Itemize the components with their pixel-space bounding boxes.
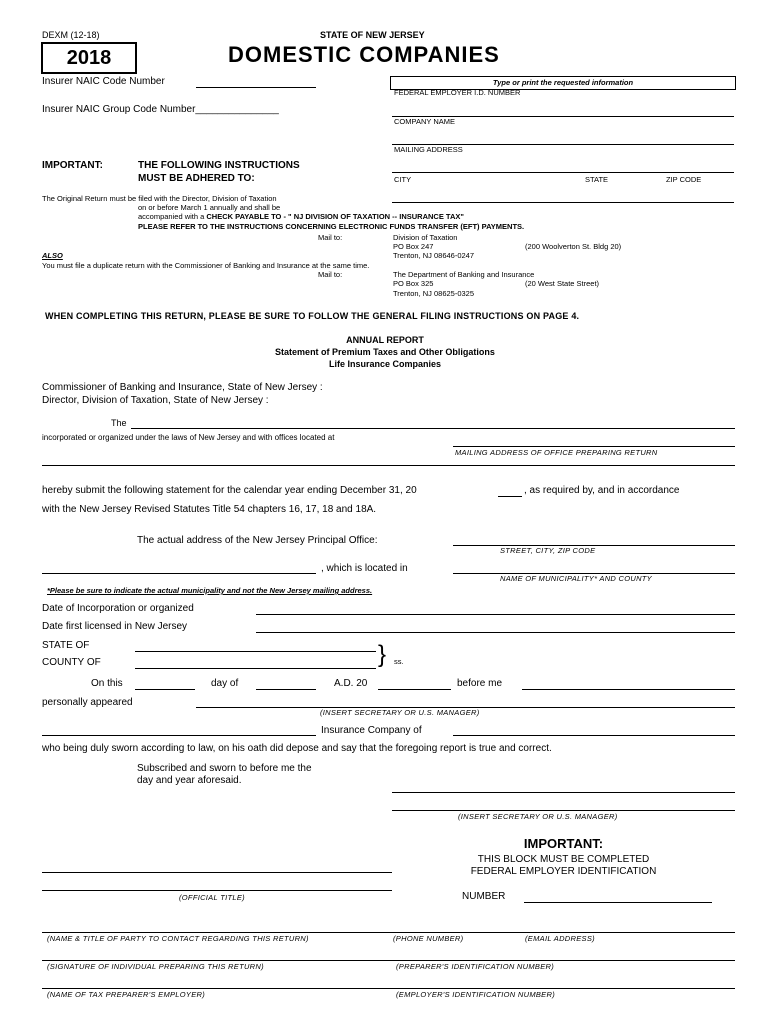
important-block-line2: FEDERAL EMPLOYER IDENTIFICATION	[470, 866, 657, 877]
report-title: ANNUAL REPORT	[346, 335, 424, 345]
zip-caption: ZIP CODE	[666, 175, 702, 184]
mail-to-label-2: Mail to:	[318, 270, 343, 279]
office-location-field[interactable]	[453, 446, 735, 447]
on-this-label: On this	[91, 678, 123, 689]
date-licensed-field[interactable]	[256, 632, 735, 633]
ad-year-field[interactable]	[378, 689, 451, 690]
date-licensed-label: Date first licensed in New Jersey	[42, 621, 188, 632]
sworn-statement: who being duly sworn according to law, on his oath did depose and say that the foregoing report is true and correct.	[42, 743, 552, 754]
important-line2: MUST BE ADHERED TO:	[138, 173, 255, 184]
insurance-company-of-field[interactable]	[453, 735, 735, 736]
preparer-employer-caption: (NAME OF TAX PREPARER'S EMPLOYER)	[47, 990, 206, 999]
instruction-line1: The Original Return must be filed with the Director, Division of Taxation	[42, 194, 277, 203]
submit-statement-tail: , as required by, and in accordance	[524, 485, 680, 496]
insurance-company-label: Insurance Company of	[321, 725, 422, 736]
duplicate-return-line: You must file a duplicate return with the Commissioner of Banking and Insurance at the same time.	[42, 261, 370, 270]
important-block-line1: THIS BLOCK MUST BE COMPLETED	[477, 854, 650, 865]
extra-address-field[interactable]	[392, 202, 734, 203]
ss-label: ss.	[394, 657, 404, 666]
email-caption: (EMAIL ADDRESS)	[525, 934, 595, 943]
date-incorporation-label: Date of Incorporation or organized	[42, 603, 194, 614]
also-label: ALSO	[42, 251, 63, 260]
official-title-caption: (OFFICIAL TITLE)	[179, 893, 245, 902]
form-code: DEXM (12-18)	[42, 30, 100, 40]
secretary-caption-2: (INSERT SECRETARY OR U.S. MANAGER)	[458, 812, 618, 821]
secretary-caption: (INSERT SECRETARY OR U.S. MANAGER)	[320, 708, 480, 717]
naic-group-label: Insurer NAIC Group Code Number_______________	[42, 104, 279, 115]
address1-line2: PO Box 247	[393, 242, 434, 251]
brace-icon: }	[378, 641, 387, 668]
year-ending-field[interactable]	[498, 496, 522, 497]
year-box: 2018	[41, 42, 137, 74]
county-of-field[interactable]	[135, 668, 376, 669]
address1-alt: (200 Woolverton St. Bldg 20)	[525, 242, 622, 251]
on-this-field[interactable]	[135, 689, 195, 690]
municipality-caption: NAME OF MUNICIPALITY* AND COUNTY	[500, 574, 652, 583]
state-of-label: STATE OF	[42, 640, 90, 651]
before-me-label: before me	[457, 678, 503, 689]
signature-field[interactable]	[42, 960, 735, 961]
address2-line1: The Department of Banking and Insurance	[393, 270, 535, 279]
insurance-company-field[interactable]	[42, 735, 316, 736]
important-block-title: IMPORTANT:	[523, 836, 604, 851]
signature-caption: (SIGNATURE OF INDIVIDUAL PREPARING THIS RETURN)	[47, 962, 264, 971]
address2-line3: Trenton, NJ 08625-0325	[393, 289, 475, 298]
employer-id-caption: (EMPLOYER'S IDENTIFICATION NUMBER)	[396, 990, 556, 999]
important-label: IMPORTANT:	[42, 160, 103, 171]
address1-line3: Trenton, NJ 08646-0247	[393, 251, 475, 260]
principal-office-field-2[interactable]	[42, 573, 316, 574]
personally-appeared-label: personally appeared	[42, 697, 133, 708]
mail-to-label-1: Mail to:	[318, 233, 343, 242]
instruction-line2: on or before March 1 annually and shall be	[138, 203, 281, 212]
submit-statement-text: hereby submit the following statement for the calendar year ending December 31, 20	[42, 485, 417, 496]
addressee-commissioner: Commissioner of Banking and Insurance, State of New Jersey :	[42, 382, 323, 393]
state-caption: STATE	[585, 175, 609, 184]
day-of-field[interactable]	[256, 689, 316, 690]
address2-alt: (20 West State Street)	[525, 279, 600, 288]
report-subtitle: Statement of Premium Taxes and Other Obligations	[275, 347, 495, 357]
subscribed-line1: Subscribed and sworn to before me the	[137, 763, 312, 774]
fein-number-label: NUMBER	[462, 891, 506, 902]
company-name-caption: COMPANY NAME	[394, 117, 455, 126]
contact-caption: (NAME & TITLE OF PARTY TO CONTACT REGARDING THIS RETURN)	[47, 934, 309, 943]
ad-label: A.D. 20	[334, 678, 368, 689]
office-location-field-2[interactable]	[42, 465, 735, 466]
instruction-eft: PLEASE REFER TO THE INSTRUCTIONS CONCERNING ELECTRONIC FUNDS TRANSFER (EFT) PAYMENTS.	[138, 222, 525, 231]
statutes-text: with the New Jersey Revised Statutes Title 54 chapters 16, 17, 18 and 18A.	[42, 504, 377, 515]
notary-signature-field[interactable]	[392, 792, 735, 793]
county-of-label: COUNTY OF	[42, 657, 101, 668]
the-label: The	[111, 418, 127, 428]
preparer-id-caption: (PREPARER'S IDENTIFICATION NUMBER)	[396, 962, 555, 971]
municipality-note: *Please be sure to indicate the actual municipality and not the New Jersey mailing address.	[47, 586, 373, 595]
street-city-zip-caption: STREET, CITY, ZIP CODE	[500, 546, 596, 555]
addressee-director: Director, Division of Taxation, State of New Jersey :	[42, 395, 269, 406]
subscribed-line2: day and year aforesaid.	[137, 775, 242, 786]
date-incorporation-field[interactable]	[256, 614, 735, 615]
incorporated-text: incorporated or organized under the laws of New Jersey and with offices located at	[42, 433, 335, 442]
phone-caption: (PHONE NUMBER)	[393, 934, 464, 943]
official-title-field[interactable]	[42, 890, 392, 891]
city-caption: CITY	[394, 175, 412, 184]
general-filing-note: WHEN COMPLETING THIS RETURN, PLEASE BE SURE TO FOLLOW THE GENERAL FILING INSTRUCTIONS ON PAGE 4.	[45, 311, 580, 321]
naic-code-label: Insurer NAIC Code Number	[42, 76, 165, 87]
naic-code-field[interactable]	[196, 87, 316, 88]
state-of-field[interactable]	[135, 651, 376, 652]
preparer-employer-field[interactable]	[42, 988, 735, 989]
notary-field-1[interactable]	[42, 872, 392, 873]
company-the-field[interactable]	[131, 428, 735, 429]
address1-line1: Division of Taxation	[393, 233, 458, 242]
state-title: STATE OF NEW JERSEY	[320, 30, 425, 40]
fein-number-field[interactable]	[524, 902, 712, 903]
type-print-note: Type or print the requested information	[390, 76, 736, 90]
contact-field[interactable]	[42, 932, 735, 933]
located-in-label: , which is located in	[321, 563, 408, 574]
principal-office-label: The actual address of the New Jersey Principal Office:	[137, 535, 378, 546]
report-subtitle-2: Life Insurance Companies	[328, 359, 442, 369]
day-of-label: day of	[211, 678, 239, 689]
important-line1: THE FOLLOWING INSTRUCTIONS	[138, 160, 300, 171]
secretary-signature-field[interactable]	[392, 810, 735, 811]
city-state-zip-field[interactable]	[392, 172, 734, 173]
before-me-field[interactable]	[522, 689, 735, 690]
form-title: DOMESTIC COMPANIES	[228, 42, 500, 67]
fein-caption: FEDERAL EMPLOYER I.D. NUMBER	[394, 88, 521, 97]
mailing-address-office-caption: MAILING ADDRESS OF OFFICE PREPARING RETURN	[455, 448, 658, 457]
instruction-line3: accompanied with a CHECK PAYABLE TO - " NJ DIVISION OF TAXATION -- INSURANCE TAX"	[138, 212, 464, 221]
mailing-address-caption: MAILING ADDRESS	[394, 145, 463, 154]
address2-line2: PO Box 325	[393, 279, 434, 288]
